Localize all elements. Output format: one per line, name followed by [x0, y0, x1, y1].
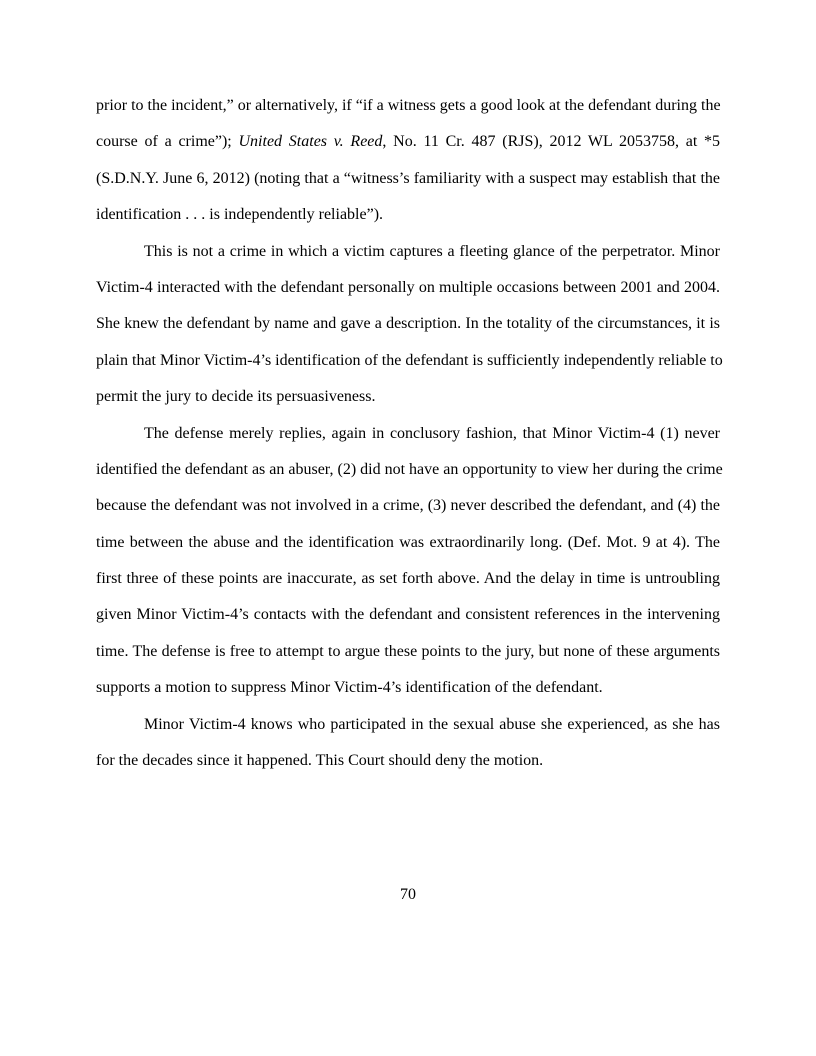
document-body [96, 88, 723, 779]
paragraph-defense-reply [96, 416, 723, 707]
text-line: for the decades since it happened. This Court should deny the motion. [96, 752, 544, 770]
text-line: She knew the defendant by name and gave a description. In the totality of the circumstances, it is [96, 315, 720, 333]
text-line: This is not a crime in which a victim captures a fleeting glance of the perpetrator. Minor [144, 242, 720, 260]
paragraph-conclusion [96, 707, 720, 780]
text-line: time between the abuse and the identification was extraordinarily long. (Def. Mot. 9 at 4). The [96, 533, 720, 551]
text-line: identified the defendant as an abuser, (2) did not have an opportunity to view her during the crime [96, 460, 723, 478]
text-line: Victim-4 interacted with the defendant personally on multiple occasions between 2001 and 2004. [96, 278, 720, 296]
text-line: (S.D.N.Y. June 6, 2012) (noting that a “witness’s familiarity with a suspect may establish that the [96, 169, 720, 187]
page-number: 70 [400, 886, 416, 903]
text-line: given Minor Victim-4’s contacts with the defendant and consistent references in the intervening [96, 606, 720, 624]
text-line [96, 124, 720, 160]
text-line: first three of these points are inaccurate, as set forth above. And the delay in time is untroubling [96, 570, 720, 588]
text-line: Minor Victim-4 knows who participated in the sexual abuse she experienced, as she has [144, 715, 720, 733]
text-line: prior to the incident,” or alternatively, if “if a witness gets a good look at the defendant during the [96, 97, 721, 114]
text-line: plain that Minor Victim-4’s identification of the defendant is sufficiently independently reliable to [96, 351, 723, 369]
text-line: time. The defense is free to attempt to argue these points to the jury, but none of these arguments [96, 642, 720, 660]
paragraph-reliability [96, 234, 723, 416]
text-line: because the defendant was not involved in a crime, (3) never described the defendant, and (4) the [96, 497, 720, 515]
text-line: supports a motion to suppress Minor Victim-4’s identification of the defendant. [96, 679, 603, 697]
text-line: The defense merely replies, again in conclusory fashion, that Minor Victim-4 (1) never [144, 424, 720, 442]
text-line: identification . . . is independently reliable”). [96, 206, 384, 224]
case-citation: United States v. Reed [238, 133, 383, 151]
text-span: , No. 11 Cr. 487 (RJS), 2012 WL 2053758, at *5 [382, 133, 721, 151]
paragraph-continuation [96, 88, 720, 234]
text-line: permit the jury to decide its persuasiveness. [96, 388, 376, 406]
text-span: course of a crime”); [96, 133, 239, 151]
